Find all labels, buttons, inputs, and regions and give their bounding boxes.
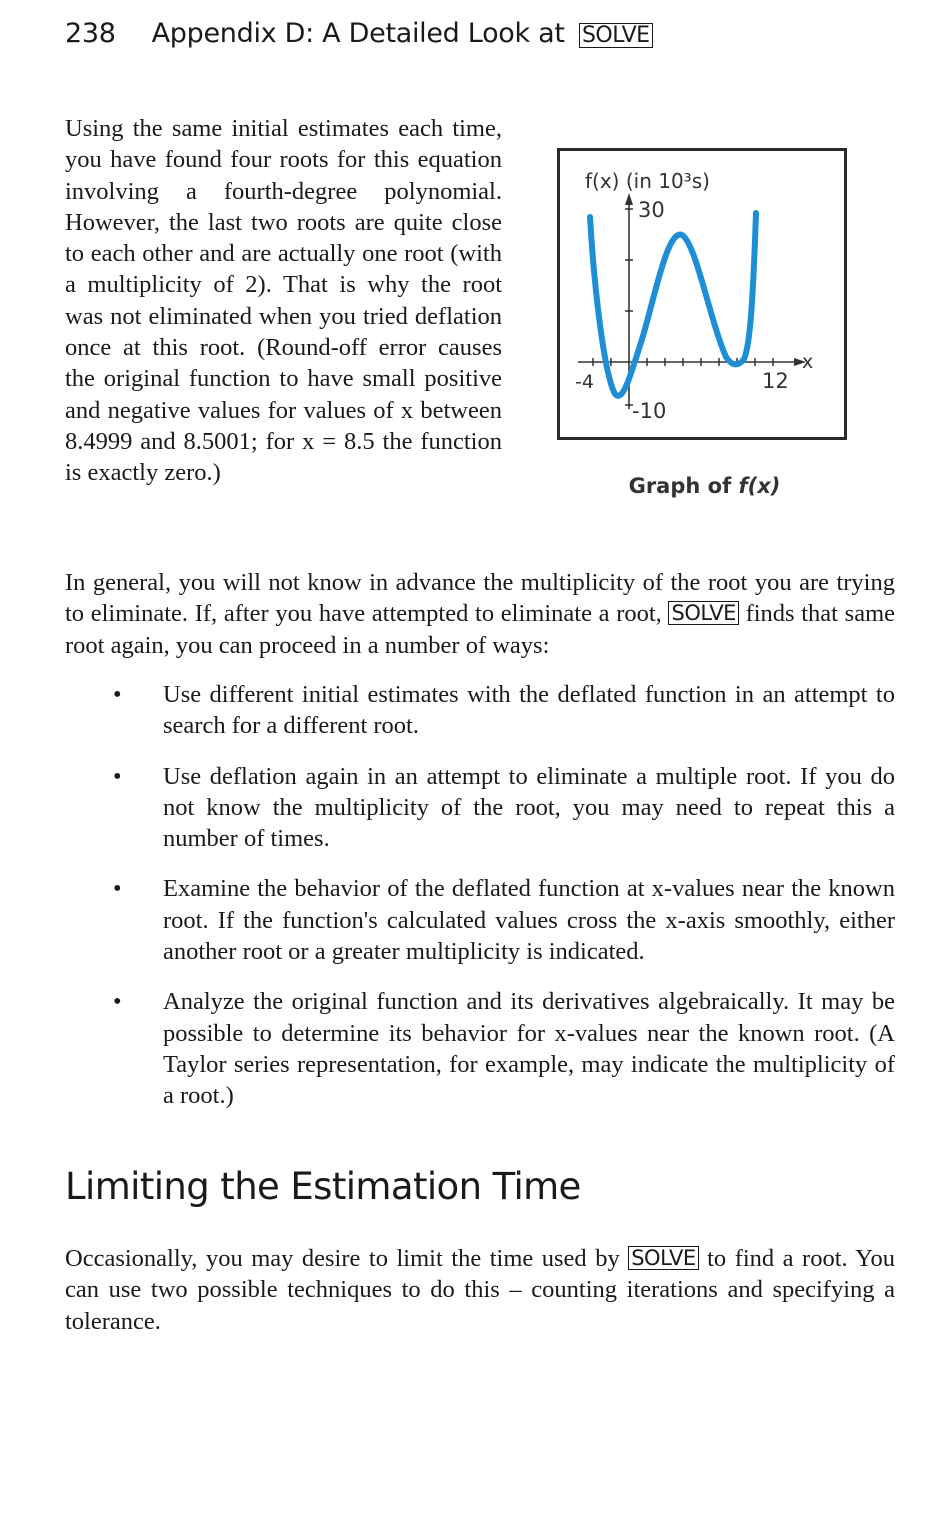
solve-key: SOLVE <box>628 1246 698 1270</box>
general-paragraph <box>65 567 895 661</box>
chapter-title: Appendix D: A Detailed Look at <box>151 18 565 49</box>
occasion-text-1: Occasionally, you may desire to limit the time used by <box>65 1245 620 1272</box>
occasion-text-2: to find a root. You can use two possible techniques to do this – counting iterations and specifying a tolerance. <box>65 1245 895 1335</box>
y-top-tick-label: 30 <box>638 198 665 222</box>
solve-key: SOLVE <box>579 23 653 48</box>
caption-prefix: Graph of <box>628 474 732 498</box>
list-item-text: Analyze the original function and its derivatives algebraically. It may be possible to determine its behavior for x-values near the known root. (A Taylor series representation, for example, may indicate the multiplicity of a root.) <box>163 988 895 1110</box>
list-item <box>65 873 895 967</box>
graph-svg <box>560 151 844 437</box>
occasion-paragraph <box>65 1243 895 1337</box>
page-number: 238 <box>65 18 116 49</box>
intro-paragraph <box>65 113 502 489</box>
general-text-2: finds that same root again, you can proceed in a number of ways: <box>65 600 896 659</box>
bullet-icon: • <box>113 875 122 903</box>
list-item <box>65 761 895 855</box>
section-title: Limiting the Estimation Time <box>65 1165 581 1208</box>
y-axis-arrow <box>625 193 633 205</box>
options-list <box>65 679 895 1131</box>
bullet-icon: • <box>113 681 122 708</box>
list-item-text: Use deflation again in an attempt to eliminate a multiple root. If you do not know the multiplicity of the root, you may need to repeat this a number of times. <box>163 762 895 853</box>
solve-key: SOLVE <box>668 601 738 625</box>
general-text-1: In general, you will not know in advance the multiplicity of the root you are trying to eliminate. If, after you have attempted to eliminate a root, <box>65 569 895 628</box>
x-axis-label: x <box>802 351 814 373</box>
list-item-text: Use different initial estimates with the deflated function in an attempt to search for a different root. <box>163 681 895 740</box>
function-graph <box>557 148 847 440</box>
caption-function: f(x) <box>738 474 781 498</box>
list-item <box>65 986 895 1111</box>
figure-caption <box>557 474 852 498</box>
y-bottom-tick-label: -10 <box>632 399 667 423</box>
list-item <box>65 679 895 742</box>
list-item-text: Examine the behavior of the deflated function at x-values near the known root. If the function's calculated values cross the x-axis smoothly, either another root or a greater multiplicity is indicated. <box>163 875 895 966</box>
function-curve <box>590 213 756 396</box>
x-left-tick-label: -4 <box>575 371 594 393</box>
page-header <box>65 14 653 54</box>
x-right-tick-label: 12 <box>762 369 789 393</box>
intro-text: Using the same initial estimates each time, you have found four roots for this equation involving a fourth-degree polynomial. However, the last two roots are quite close to each other and are actually one root (with a multiplicity of 2). That is why the root was not eliminated when you tried deflation once at this root. (Round-off error causes the original function to have small positive and negative values for values of x between 8.4999 and 8.5001; for x = 8.5 the function is exactly zero.) <box>65 115 502 487</box>
bullet-icon: • <box>113 988 122 1016</box>
y-axis-label: f(x) (in 10³s) <box>585 169 710 193</box>
bullet-icon: • <box>113 762 122 790</box>
